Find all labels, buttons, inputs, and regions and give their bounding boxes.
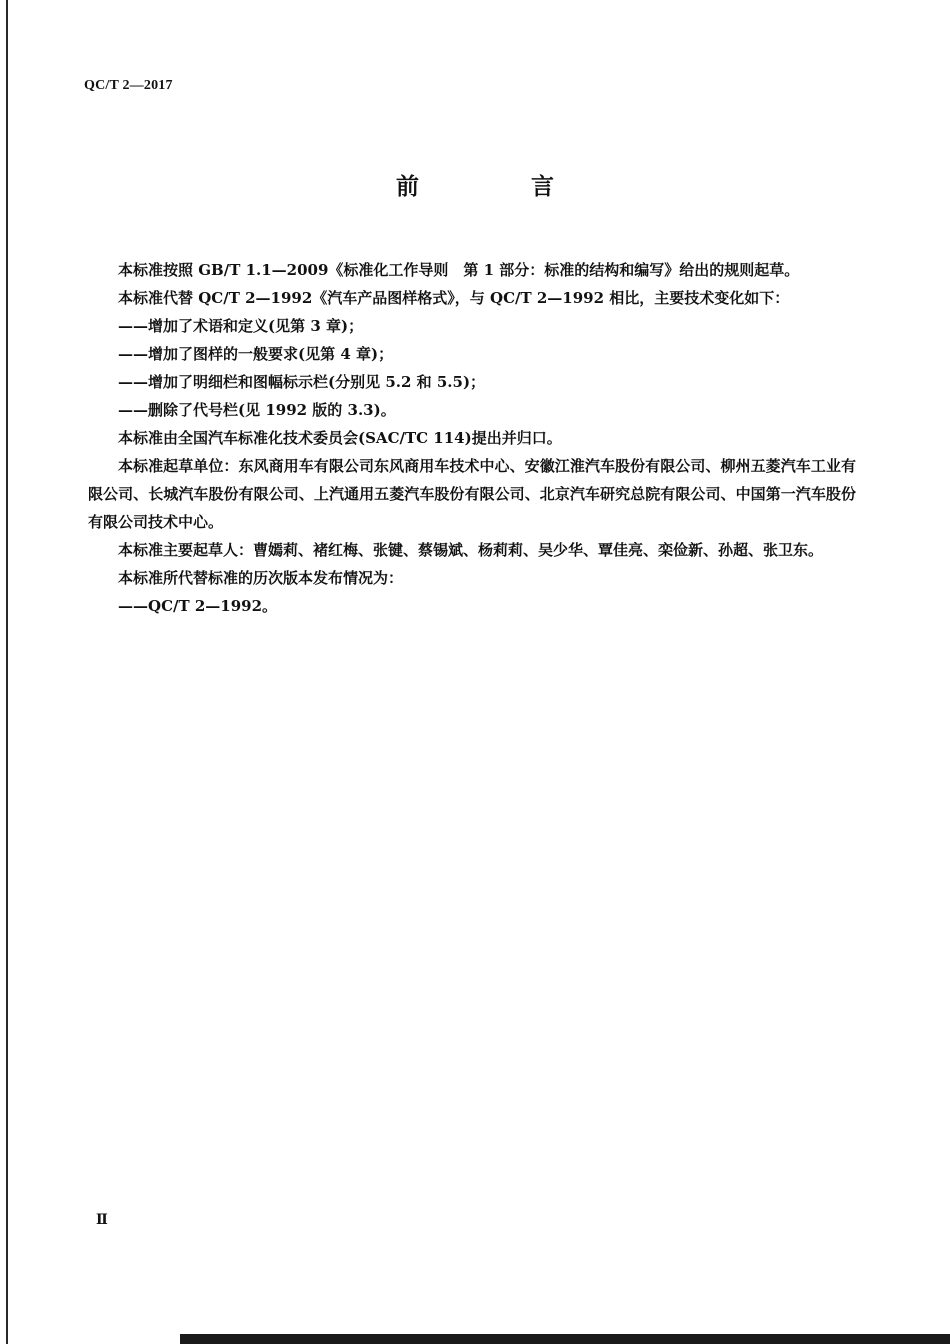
page-left-edge (6, 0, 8, 1344)
paragraph-drafters: 本标准主要起草人：曹嫣莉、褚红梅、张键、蔡锡斌、杨莉莉、吴少华、覃佳亮、栾俭新、孙超、张卫东。 (118, 541, 824, 559)
change-item-deleted-code-column: ——删除了代号栏(见 1992 版的 3.3)。 (118, 401, 396, 419)
history-item-1992: ——QC/T 2—1992。 (118, 597, 278, 615)
change-item-general-requirements: ——增加了图样的一般要求(见第 4 章)； (118, 345, 394, 363)
page-number: Ⅱ (96, 1213, 108, 1228)
paragraph-proposed-by: 本标准由全国汽车标准化技术委员会(SAC/TC 114)提出并归口。 (118, 429, 562, 447)
change-item-terms: ——增加了术语和定义(见第 3 章)； (118, 317, 364, 335)
paragraph-history-intro: 本标准所代替标准的历次版本发布情况为： (118, 569, 404, 587)
change-item-detail-columns: ——增加了明细栏和图幅标示栏(分别见 5.2 和 5.5)； (118, 373, 486, 391)
standard-code-header: QC/T 2—2017 (84, 78, 173, 93)
paragraph-drafting-units: 本标准起草单位：东风商用车有限公司东风商用车技术中心、安徽江淮汽车股份有限公司、柳州五菱汽车工业有限公司、长城汽车股份有限公司、上汽通用五菱汽车股份有限公司、北京汽车研究总院有限公司、中国第一汽车股份有限公司技术中心。 (88, 457, 856, 531)
paragraph-replaces: 本标准代替 QC/T 2—1992《汽车产品图样格式》，与 QC/T 2—1992 相比，主要技术变化如下： (118, 289, 790, 307)
paragraph-drafting-rules: 本标准按照 GB/T 1.1—2009《标准化工作导则 第 1 部分：标准的结构和编写》给出的规则起草。 (118, 261, 800, 279)
page-bottom-edge (180, 1334, 950, 1344)
page-title: 前 言 (395, 173, 606, 200)
foreword-body (88, 256, 856, 620)
